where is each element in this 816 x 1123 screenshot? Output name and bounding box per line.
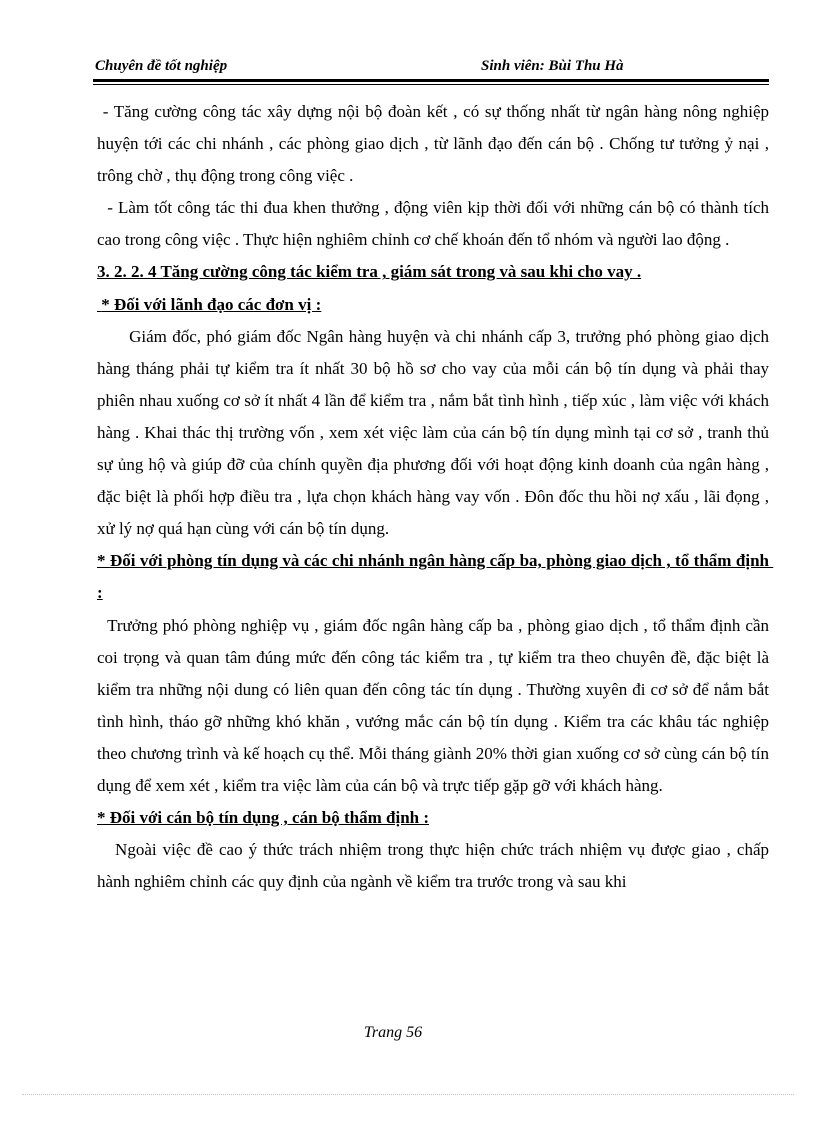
header-author: Sinh viên: Bùi Thu Hà [481,58,624,74]
subheading-leaders: * Đối với lãnh đạo các đơn vị : [97,294,322,314]
header-rule-thick [93,79,769,82]
header-title: Chuyên đề tốt nghiệp [95,58,228,74]
paragraph-leaders: Giám đốc, phó giám đốc Ngân hàng huyện và chi nhánh cấp 3, trưởng phó phòng giao dịch hàng tháng phải tự kiểm tra ít nhất 30 bộ hồ sơ cho vay của mỗi cán bộ tín dụng và phải thay phiên nhau xuống cơ sở ít nhất 4 lần để kiểm tra , nắm bắt tình hình , tiếp xúc , làm việc với khách hàng . Khai thác thị trường vốn , xem xét việc làm của cán bộ tín dụng mình tại cơ sở , tranh thủ sự ủng hộ và giúp đỡ của chính quyền địa phương đối với hoạt động kinh doanh của ngân hàng , đặc biệt là phối hợp điều tra , lựa chọn khách hàng vay vốn . Đôn đốc thu hồi nợ xấu , lãi đọng , xử lý nợ quá hạn cùng với cán bộ tín dụng. [97,326,774,539]
paragraph-unity: - Tăng cường công tác xây dựng nội bộ đoàn kết , có sự thống nhất từ ngân hàng nông nghiệp huyện tới các chi nhánh , các phòng giao dịch , từ lãnh đạo đến cán bộ . Chống tư tưởng ỷ nại , trông chờ , thụ động trong công việc . [97,102,774,186]
document-body [97,96,774,898]
paragraph-emulation: - Làm tốt công tác thi đua khen thưởng , động viên kịp thời đối với những cán bộ có thành tích cao trong công việc . Thực hiện nghiêm chỉnh cơ chế khoán đến tổ nhóm và người lao động . [97,198,774,250]
page-number: Trang 56 [363,1024,423,1041]
subheading-credit-departments: * Đối với phòng tín dụng và các chi nhánh ngân hàng cấp ba, phòng giao dịch , tổ thẩm định : [97,551,774,603]
section-heading: 3. 2. 2. 4 Tăng cường công tác kiểm tra , giám sát trong và sau khi cho vay . [97,262,642,282]
page-header [95,58,767,80]
subheading-credit-officers: * Đối với cán bộ tín dụng , cán bộ thẩm định : [97,808,430,828]
paragraph-credit-officers: Ngoài việc đề cao ý thức trách nhiệm trong thực hiện chức trách nhiệm vụ được giao , chấp hành nghiêm chỉnh các quy định của ngành về kiểm tra trước trong và sau khi [97,840,774,892]
page-bottom-divider [22,1094,794,1095]
paragraph-credit-departments: Trưởng phó phòng nghiệp vụ , giám đốc ngân hàng cấp ba , phòng giao dịch , tổ thẩm định cần coi trọng và quan tâm đúng mức đến công tác kiểm tra , tự kiểm tra theo chuyên đề, đặc biệt là kiểm tra những nội dung có liên quan đến công tác tín dụng . Thường xuyên đi cơ sở để nắm bắt tình hình, tháo gỡ những khó khăn , vướng mắc cán bộ tín dụng . Kiểm tra các khâu tác nghiệp theo chương trình và kế hoạch cụ thể. Mỗi tháng giành 20% thời gian xuống cơ sở cùng cán bộ tín dụng để xem xét , kiểm tra việc làm của cán bộ và trực tiếp gặp gỡ với khách hàng. [97,615,774,795]
header-rule-thin [93,84,769,85]
